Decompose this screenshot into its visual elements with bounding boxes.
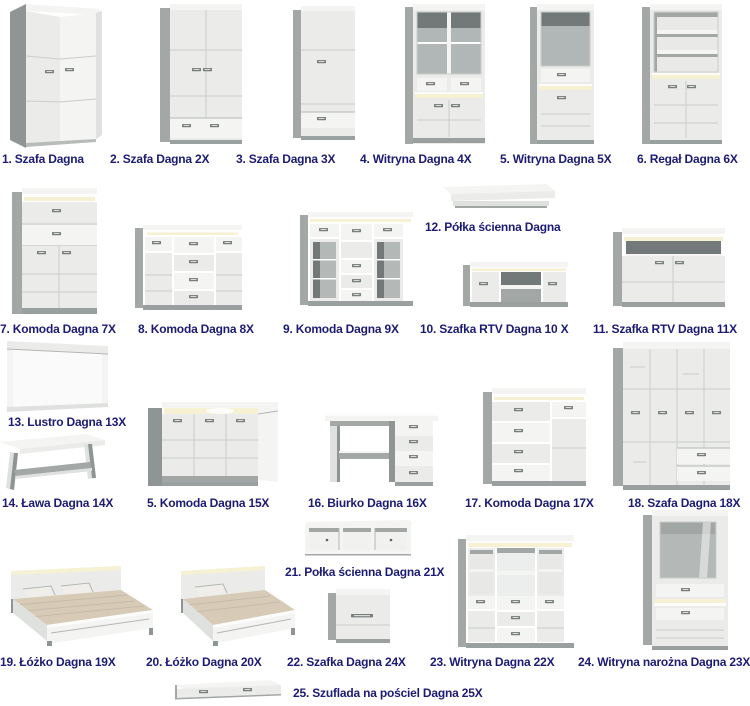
product-image-nightstand-22 [328,589,390,648]
product-label-10: 10. Szafka RTV Dagna 10 X [420,322,569,336]
product-image-chest-8 [135,225,242,313]
product-label-21: 21. Połka ścienna Dagna 21X [285,565,445,579]
product-image-double-bed-19 [3,565,160,648]
product-image-wardrobe-3 [293,6,355,146]
product-image-corner-wardrobe-1 [10,2,102,150]
product-image-large-wardrobe-18 [613,342,730,492]
product-label-16: 16. Biurko Dagna 16X [308,496,427,510]
product-label-7: 7. Komoda Dagna 7X [0,322,116,336]
product-label-6: 6. Regał Dagna 6X [637,152,738,166]
product-label-24: 24. Witryna narożna Dagna 23X [578,655,750,669]
product-image-chest-17 [483,388,586,491]
product-image-display-dresser-23 [458,535,574,654]
product-label-20: 20. Łóżko Dagna 20X [146,655,262,669]
product-image-desk-16 [325,412,438,490]
product-image-tv-cabinet-11 [613,228,725,312]
product-label-13: 13. Lustro Dagna 13X [8,415,127,429]
product-image-tv-stand-10 [463,262,568,311]
product-label-18: 18. Szafa Dagna 18X [628,496,741,510]
product-label-22: 22. Szafka Dagna 24X [287,655,406,669]
product-image-wardrobe-2 [160,4,242,148]
product-label-11: 11. Szafka RTV Dagna 11X [593,322,737,336]
product-image-wall-shelf-12 [443,184,557,216]
product-image-tall-chest-7 [12,188,97,320]
product-label-8: 8. Komoda Dagna 8X [138,322,254,336]
product-image-coffee-table-14 [0,434,105,493]
product-image-corner-display-24 [643,510,728,652]
product-image-bedding-drawer-25 [173,680,283,703]
product-image-corner-chest-15 [148,402,278,491]
product-label-25: 25. Szuflada na pościel Dagna 25X [293,686,483,700]
product-label-3: 3. Szafa Dagna 3X [236,152,336,166]
product-label-9: 9. Komoda Dagna 9X [283,322,399,336]
product-label-14: 14. Ława Dagna 14X [2,496,114,510]
product-label-2: 2. Szafa Dagna 2X [110,152,210,166]
product-image-display-cabinet-4 [405,4,485,148]
product-image-glass-chest-9 [300,212,413,310]
product-label-17: 17. Komoda Dagna 17X [465,496,594,510]
product-label-23: 23. Witryna Dagna 22X [430,655,555,669]
product-image-single-bed-20 [173,565,300,648]
product-image-open-wall-shelf-21 [303,520,415,559]
product-label-4: 4. Witryna Dagna 4X [360,152,472,166]
product-image-bookcase-6 [642,4,722,148]
product-label-1: 1. Szafa Dagna [2,152,84,166]
product-image-display-cabinet-5 [530,4,594,148]
product-label-12: 12. Półka ścienna Dagna [425,220,561,234]
product-label-5: 5. Witryna Dagna 5X [500,152,612,166]
product-label-19: 19. Łóżko Dagna 19X [0,655,116,669]
product-label-15: 5. Komoda Dagna 15X [147,496,270,510]
product-image-mirror-13 [7,341,108,413]
